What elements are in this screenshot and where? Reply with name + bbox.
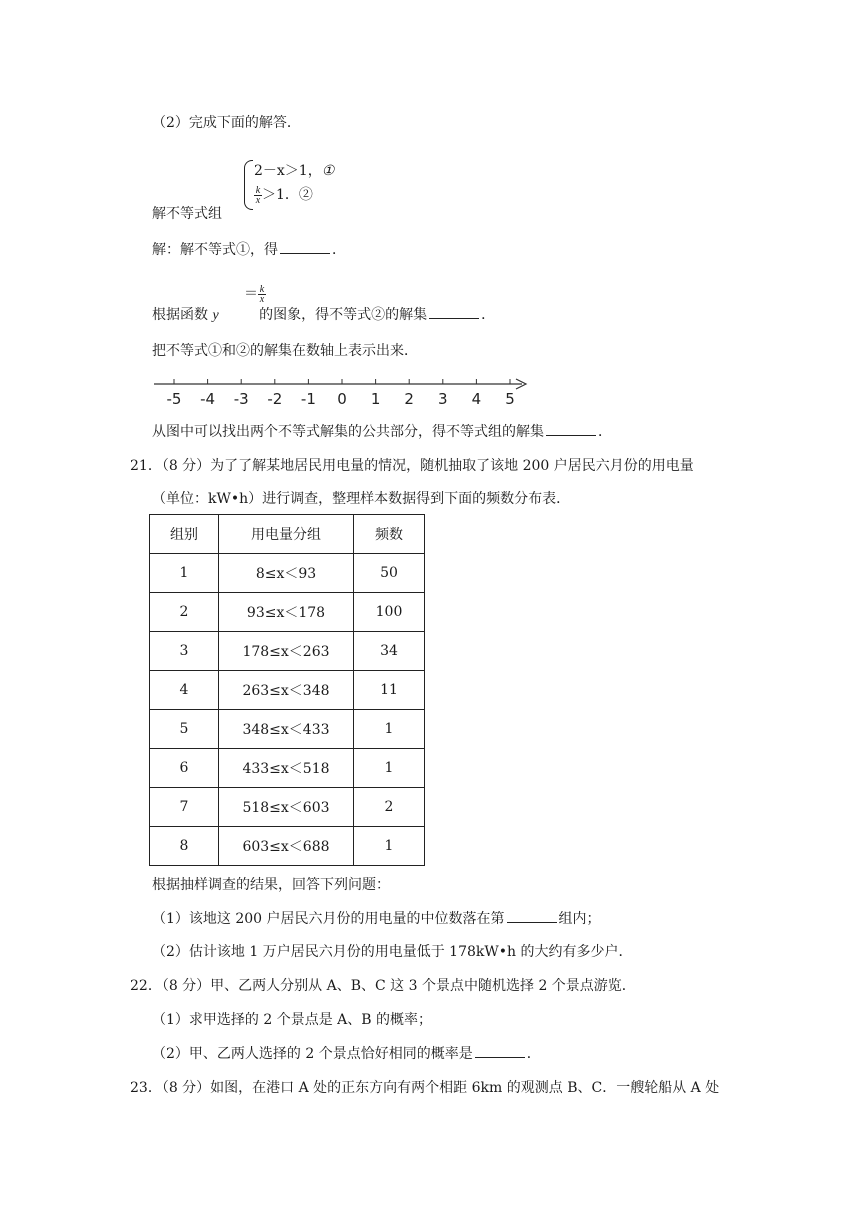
cell-group: 6 bbox=[150, 749, 219, 788]
number-line-tick-label: 5 bbox=[505, 390, 515, 408]
cell-frequency: 11 bbox=[354, 671, 425, 710]
frac-denominator: x bbox=[255, 194, 261, 206]
step4 bbox=[152, 421, 612, 441]
step4-text: 从图中可以找出两个不等式解集的公共部分，得不等式组的解集 bbox=[152, 424, 544, 440]
step2-text-2: 的图象，得不等式②的解集 bbox=[259, 307, 428, 323]
step1 bbox=[152, 239, 346, 259]
header-range: 用电量分组 bbox=[219, 515, 354, 554]
number-line-tick-label: -1 bbox=[300, 390, 316, 408]
answer-blank bbox=[280, 241, 330, 254]
table-row bbox=[150, 632, 425, 671]
step4-end: ． bbox=[598, 424, 612, 440]
q21-part1-end: 组内； bbox=[558, 911, 601, 927]
frac-numerator: k bbox=[255, 184, 261, 196]
cell-group: 2 bbox=[150, 593, 219, 632]
table-header-row bbox=[150, 515, 425, 554]
q21-part1-text: （1）该地这 200 户居民六月份的用电量的中位数落在第 bbox=[152, 911, 505, 927]
q21-after-table: 根据抽样调查的结果，回答下列问题： bbox=[152, 877, 390, 893]
q22-part1: （1）求甲选择的 2 个景点是 A、B 的概率； bbox=[152, 1012, 433, 1028]
number-line-tick-label: 2 bbox=[404, 390, 414, 408]
frac-numerator: k bbox=[259, 283, 265, 295]
q22-part2-text: （2）甲、乙两人选择的 2 个景点恰好相同的概率是 bbox=[152, 1046, 473, 1062]
q21-line2: （单位：kW•h）进行调查，整理样本数据得到下面的频数分布表． bbox=[152, 491, 571, 507]
system-label: 解不等式组 bbox=[152, 206, 222, 222]
table-row bbox=[150, 710, 425, 749]
inequality-2-text: ＞1． bbox=[262, 187, 299, 203]
cell-range: 178≤x＜263 bbox=[219, 632, 354, 671]
cell-range: 518≤x＜603 bbox=[219, 788, 354, 827]
cell-range: 603≤x＜688 bbox=[219, 827, 354, 866]
q21-part2: （2）估计该地 1 万户居民六月份的用电量低于 178kW•h 的大约有多少户． bbox=[152, 944, 633, 960]
q21-part1 bbox=[152, 908, 601, 928]
cell-group: 4 bbox=[150, 671, 219, 710]
header-group: 组别 bbox=[150, 515, 219, 554]
cell-frequency: 34 bbox=[354, 632, 425, 671]
step3: 把不等式①和②的解集在数轴上表示出来． bbox=[152, 343, 418, 359]
number-line-tick-label: -2 bbox=[267, 390, 283, 408]
answer-blank bbox=[507, 910, 557, 923]
number-line-tick-label: 4 bbox=[471, 390, 482, 408]
cell-frequency: 1 bbox=[354, 710, 425, 749]
cell-frequency: 1 bbox=[354, 827, 425, 866]
table-row bbox=[150, 593, 425, 632]
table-row bbox=[150, 554, 425, 593]
table-row bbox=[150, 788, 425, 827]
cell-group: 1 bbox=[150, 554, 219, 593]
frac-denominator: x bbox=[259, 293, 265, 305]
function-fraction bbox=[258, 285, 266, 304]
answer-blank bbox=[546, 423, 596, 436]
table-row bbox=[150, 671, 425, 710]
table-row bbox=[150, 827, 425, 866]
q22-line1: 22．（8 分）甲、乙两人分别从 A、B、C 这 3 个景点中随机选择 2 个景点游览． bbox=[130, 978, 636, 994]
answer-blank bbox=[429, 306, 479, 319]
cell-frequency: 50 bbox=[354, 554, 425, 593]
cell-group: 3 bbox=[150, 632, 219, 671]
step2-end: ． bbox=[481, 307, 496, 323]
number-line-tick-label: -3 bbox=[233, 390, 249, 408]
q22-part2-end: ． bbox=[526, 1046, 541, 1062]
table-row bbox=[150, 749, 425, 788]
q20-part2-intro: （2）完成下面的解答． bbox=[152, 115, 301, 131]
number-line-tick-label: -5 bbox=[166, 390, 182, 408]
step1-end: ． bbox=[332, 242, 346, 258]
step2-text: 根据函数 bbox=[152, 307, 208, 323]
inequality-2 bbox=[254, 184, 313, 205]
cell-group: 5 bbox=[150, 710, 219, 749]
function-variable: y bbox=[212, 308, 219, 323]
header-frequency: 频数 bbox=[354, 515, 425, 554]
cell-range: 8≤x＜93 bbox=[219, 554, 354, 593]
cell-range: 433≤x＜518 bbox=[219, 749, 354, 788]
inequality-1-text: 2－x＞1， bbox=[254, 163, 322, 179]
cell-range: 263≤x＜348 bbox=[219, 671, 354, 710]
cell-group: 8 bbox=[150, 827, 219, 866]
cell-range: 93≤x＜178 bbox=[219, 593, 354, 632]
function-expression bbox=[244, 283, 266, 304]
system-brace bbox=[244, 160, 253, 210]
cell-frequency: 2 bbox=[354, 788, 425, 827]
inequality-2-mark: ② bbox=[298, 187, 313, 203]
inequality-2-fraction bbox=[254, 186, 262, 205]
cell-frequency: 100 bbox=[354, 593, 425, 632]
cell-group: 7 bbox=[150, 788, 219, 827]
q23-line1: 23．（8 分）如图，在港口 A 处的正东方向有两个相距 6km 的观测点 B、C．一艘轮船从 A 处 bbox=[130, 1080, 720, 1096]
inequality-1-mark: ① bbox=[321, 163, 335, 179]
cell-frequency: 1 bbox=[354, 749, 425, 788]
step1-text: 解：解不等式①，得 bbox=[152, 242, 278, 258]
number-line-tick-label: 0 bbox=[337, 390, 347, 408]
number-line-tick-label: 3 bbox=[438, 390, 448, 408]
step2 bbox=[152, 304, 495, 324]
number-line-tick-label: -4 bbox=[200, 390, 216, 408]
q21-line1: 21．（8 分）为了了解某地居民用电量的情况，随机抽取了该地 200 户居民六月份的用电量 bbox=[130, 458, 694, 474]
number-line-tick-label: 1 bbox=[370, 390, 381, 408]
inequality-1 bbox=[254, 160, 334, 180]
q22-part2 bbox=[152, 1043, 541, 1063]
cell-range: 348≤x＜433 bbox=[219, 710, 354, 749]
answer-blank bbox=[475, 1045, 525, 1058]
frequency-table bbox=[149, 514, 425, 866]
equals-sign: ＝ bbox=[244, 286, 258, 302]
number-line bbox=[150, 372, 535, 408]
